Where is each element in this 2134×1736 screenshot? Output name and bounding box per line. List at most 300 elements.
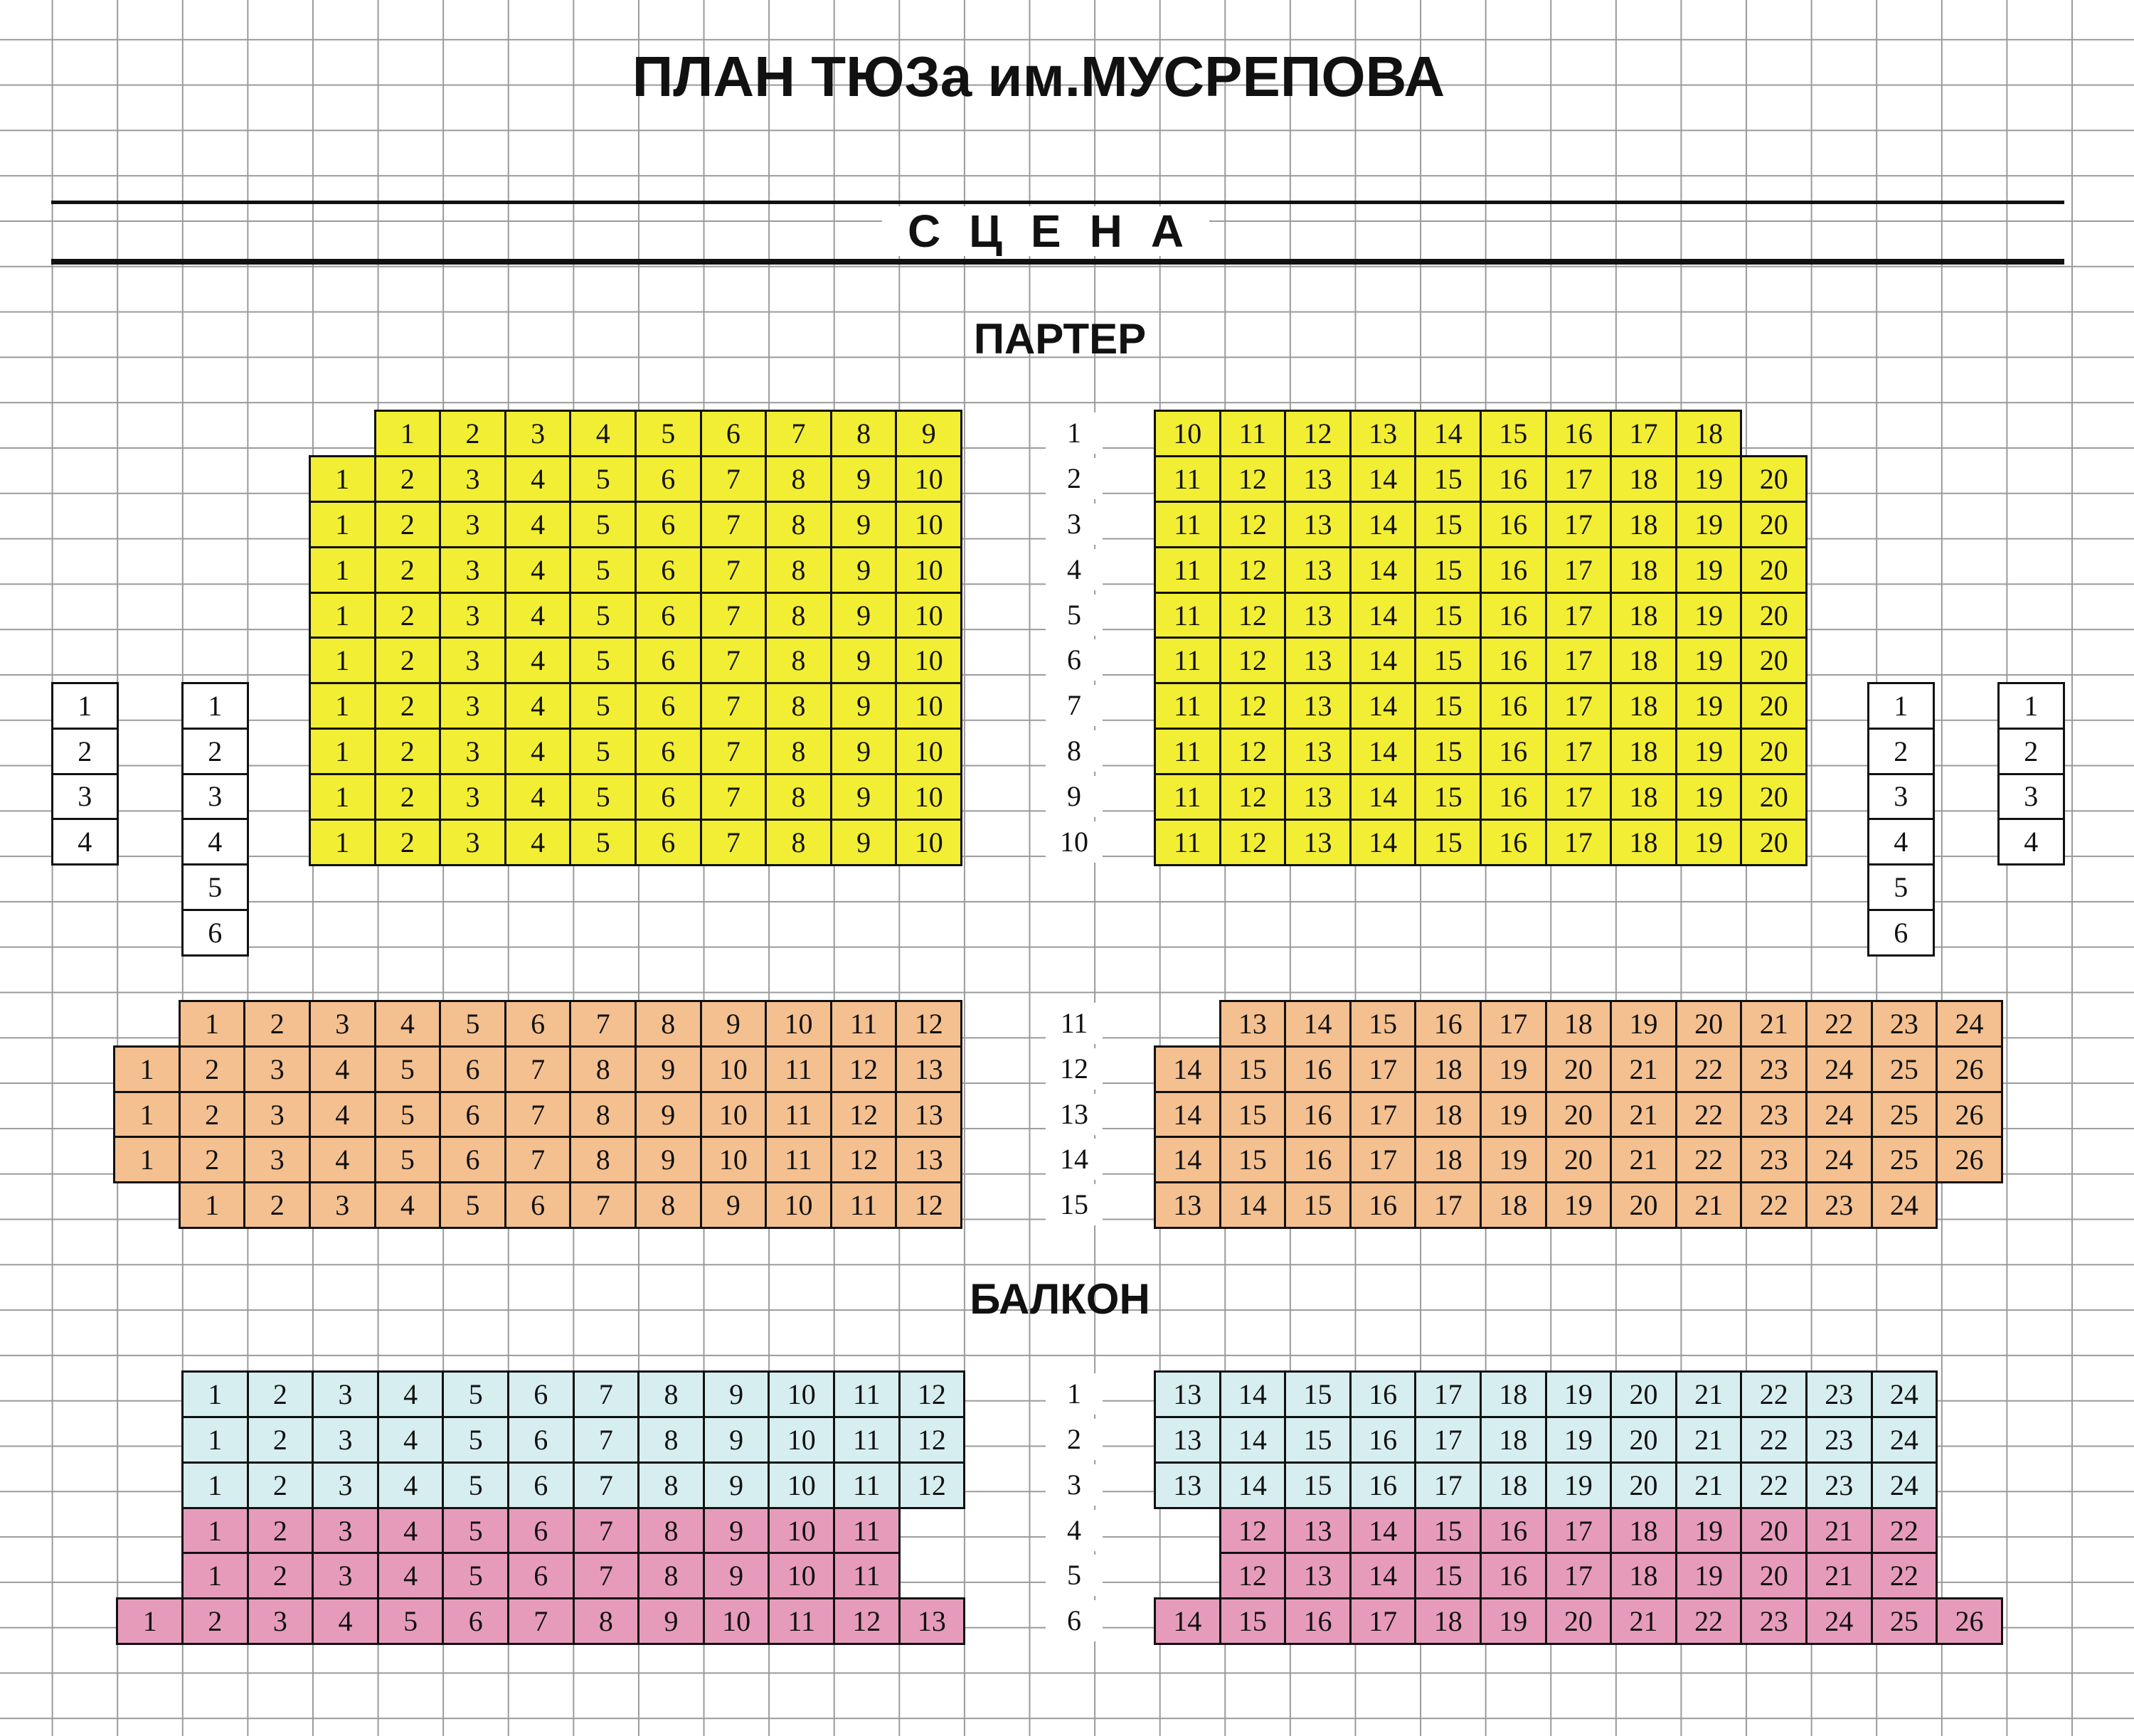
seat-parter-r2-3[interactable]: 3 <box>439 455 506 503</box>
seat-parter-r6-17[interactable]: 17 <box>1545 637 1613 684</box>
seat-parter-r13-16[interactable]: 16 <box>1284 1091 1352 1139</box>
seat-parter-r3-15[interactable]: 15 <box>1414 501 1482 548</box>
seat-parter-r3-6[interactable]: 6 <box>635 501 702 548</box>
seat-parter-r11-4[interactable]: 4 <box>374 1000 442 1048</box>
seat-balcony-r2-18[interactable]: 18 <box>1480 1416 1547 1464</box>
seat-parter-r1-8[interactable]: 8 <box>830 410 898 457</box>
seat-parter-r8-17[interactable]: 17 <box>1545 728 1613 775</box>
seat-parter-r12-2[interactable]: 2 <box>179 1045 246 1093</box>
seat-balcony-r6-8[interactable]: 8 <box>573 1597 640 1645</box>
seat-parter-r15-7[interactable]: 7 <box>569 1181 637 1229</box>
seat-parter-r6-8[interactable]: 8 <box>765 637 832 684</box>
seat-parter-r7-19[interactable]: 19 <box>1675 682 1743 730</box>
seat-parter-r7-10[interactable]: 10 <box>895 682 962 730</box>
seat-balcony-r4-1[interactable]: 1 <box>181 1507 249 1555</box>
seat-parter-r8-18[interactable]: 18 <box>1610 728 1677 775</box>
seat-balcony-r4-17[interactable]: 17 <box>1545 1507 1613 1555</box>
seat-parter-r14-3[interactable]: 3 <box>243 1136 311 1183</box>
seat-parter-r1-9[interactable]: 9 <box>895 410 962 457</box>
seat-parter-r10-12[interactable]: 12 <box>1219 819 1287 866</box>
seat-parter-r6-7[interactable]: 7 <box>700 637 768 684</box>
seat-balcony-r6-4[interactable]: 4 <box>312 1597 379 1645</box>
seat-parter-r3-5[interactable]: 5 <box>569 501 637 548</box>
seat-parter-r12-5[interactable]: 5 <box>374 1045 442 1093</box>
seat-parter-r2-12[interactable]: 12 <box>1219 455 1287 503</box>
seat-parter-r6-12[interactable]: 12 <box>1219 637 1287 684</box>
box-seat-right-inner-3[interactable]: 3 <box>1867 773 1935 821</box>
seat-parter-r14-8[interactable]: 8 <box>569 1136 637 1183</box>
seat-parter-r14-24[interactable]: 24 <box>1805 1136 1873 1183</box>
seat-balcony-r4-13[interactable]: 13 <box>1284 1507 1352 1555</box>
box-seat-left-outer-3[interactable]: 3 <box>51 773 119 821</box>
seat-parter-r14-11[interactable]: 11 <box>765 1136 832 1183</box>
box-seat-left-inner-3[interactable]: 3 <box>181 773 249 821</box>
seat-parter-r10-6[interactable]: 6 <box>635 819 702 866</box>
box-seat-left-inner-2[interactable]: 2 <box>181 728 249 775</box>
seat-parter-r5-14[interactable]: 14 <box>1349 592 1417 639</box>
seat-balcony-r2-16[interactable]: 16 <box>1349 1416 1417 1464</box>
seat-parter-r4-12[interactable]: 12 <box>1219 546 1287 594</box>
seat-balcony-r2-4[interactable]: 4 <box>377 1416 445 1464</box>
box-seat-left-outer-4[interactable]: 4 <box>51 818 119 866</box>
seat-parter-r15-8[interactable]: 8 <box>635 1181 702 1229</box>
seat-parter-r1-5[interactable]: 5 <box>635 410 702 457</box>
seat-balcony-r4-8[interactable]: 8 <box>637 1507 705 1555</box>
seat-parter-r12-19[interactable]: 19 <box>1480 1045 1547 1093</box>
seat-parter-r11-5[interactable]: 5 <box>439 1000 506 1048</box>
box-seat-left-inner-1[interactable]: 1 <box>181 682 249 730</box>
seat-balcony-r6-16[interactable]: 16 <box>1284 1597 1352 1645</box>
seat-parter-r9-5[interactable]: 5 <box>569 773 637 821</box>
seat-parter-r1-7[interactable]: 7 <box>765 410 832 457</box>
seat-parter-r8-8[interactable]: 8 <box>765 728 832 775</box>
seat-balcony-r4-9[interactable]: 9 <box>703 1507 770 1555</box>
box-seat-right-inner-5[interactable]: 5 <box>1867 863 1935 911</box>
seat-parter-r6-5[interactable]: 5 <box>569 637 637 684</box>
seat-parter-r5-15[interactable]: 15 <box>1414 592 1482 639</box>
seat-parter-r6-18[interactable]: 18 <box>1610 637 1677 684</box>
seat-parter-r9-7[interactable]: 7 <box>700 773 768 821</box>
seat-balcony-r4-20[interactable]: 20 <box>1740 1507 1807 1555</box>
seat-balcony-r4-4[interactable]: 4 <box>377 1507 445 1555</box>
seat-parter-r7-16[interactable]: 16 <box>1480 682 1547 730</box>
seat-parter-r9-12[interactable]: 12 <box>1219 773 1287 821</box>
seat-parter-r6-3[interactable]: 3 <box>439 637 506 684</box>
seat-parter-r8-11[interactable]: 11 <box>1154 728 1221 775</box>
seat-balcony-r5-13[interactable]: 13 <box>1284 1552 1352 1599</box>
seat-balcony-r2-22[interactable]: 22 <box>1740 1416 1807 1464</box>
seat-parter-r15-13[interactable]: 13 <box>1154 1181 1221 1229</box>
seat-parter-r1-12[interactable]: 12 <box>1284 410 1352 457</box>
seat-parter-r3-7[interactable]: 7 <box>700 501 768 548</box>
seat-balcony-r6-13[interactable]: 13 <box>898 1597 966 1645</box>
seat-parter-r9-15[interactable]: 15 <box>1414 773 1482 821</box>
seat-balcony-r3-16[interactable]: 16 <box>1349 1461 1417 1509</box>
seat-parter-r5-2[interactable]: 2 <box>374 592 442 639</box>
seat-parter-r10-5[interactable]: 5 <box>569 819 637 866</box>
seat-parter-r13-5[interactable]: 5 <box>374 1091 442 1139</box>
seat-parter-r3-13[interactable]: 13 <box>1284 501 1352 548</box>
seat-parter-r8-7[interactable]: 7 <box>700 728 768 775</box>
seat-parter-r11-20[interactable]: 20 <box>1675 1000 1743 1048</box>
seat-parter-r14-25[interactable]: 25 <box>1871 1136 1938 1183</box>
seat-balcony-r6-26[interactable]: 26 <box>1936 1597 2003 1645</box>
seat-balcony-r3-20[interactable]: 20 <box>1610 1461 1677 1509</box>
seat-parter-r1-13[interactable]: 13 <box>1349 410 1417 457</box>
seat-parter-r7-4[interactable]: 4 <box>504 682 572 730</box>
seat-parter-r12-8[interactable]: 8 <box>569 1045 637 1093</box>
seat-parter-r9-18[interactable]: 18 <box>1610 773 1677 821</box>
seat-parter-r5-16[interactable]: 16 <box>1480 592 1547 639</box>
seat-parter-r1-18[interactable]: 18 <box>1675 410 1743 457</box>
seat-balcony-r5-6[interactable]: 6 <box>507 1552 575 1599</box>
seat-balcony-r1-6[interactable]: 6 <box>507 1370 575 1418</box>
seat-parter-r11-23[interactable]: 23 <box>1871 1000 1938 1048</box>
seat-balcony-r6-6[interactable]: 6 <box>442 1597 509 1645</box>
seat-parter-r4-15[interactable]: 15 <box>1414 546 1482 594</box>
seat-parter-r12-7[interactable]: 7 <box>504 1045 572 1093</box>
box-seat-right-inner-1[interactable]: 1 <box>1867 682 1935 730</box>
seat-parter-r10-15[interactable]: 15 <box>1414 819 1482 866</box>
seat-balcony-r1-1[interactable]: 1 <box>181 1370 249 1418</box>
seat-parter-r15-5[interactable]: 5 <box>439 1181 506 1229</box>
seat-balcony-r1-19[interactable]: 19 <box>1545 1370 1613 1418</box>
seat-balcony-r5-11[interactable]: 11 <box>833 1552 901 1599</box>
seat-balcony-r2-13[interactable]: 13 <box>1154 1416 1221 1464</box>
seat-balcony-r3-7[interactable]: 7 <box>573 1461 640 1509</box>
seat-balcony-r3-23[interactable]: 23 <box>1805 1461 1873 1509</box>
seat-parter-r9-11[interactable]: 11 <box>1154 773 1221 821</box>
seat-balcony-r2-11[interactable]: 11 <box>833 1416 901 1464</box>
seat-balcony-r5-17[interactable]: 17 <box>1545 1552 1613 1599</box>
seat-balcony-r6-24[interactable]: 24 <box>1805 1597 1873 1645</box>
seat-parter-r12-12[interactable]: 12 <box>830 1045 898 1093</box>
seat-parter-r13-6[interactable]: 6 <box>439 1091 506 1139</box>
seat-parter-r15-15[interactable]: 15 <box>1284 1181 1352 1229</box>
seat-parter-r10-7[interactable]: 7 <box>700 819 768 866</box>
seat-parter-r10-10[interactable]: 10 <box>895 819 962 866</box>
seat-parter-r5-4[interactable]: 4 <box>504 592 572 639</box>
seat-parter-r2-10[interactable]: 10 <box>895 455 962 503</box>
box-seat-right-inner-2[interactable]: 2 <box>1867 728 1935 775</box>
seat-parter-r15-24[interactable]: 24 <box>1871 1181 1938 1229</box>
seat-parter-r4-18[interactable]: 18 <box>1610 546 1677 594</box>
seat-parter-r4-16[interactable]: 16 <box>1480 546 1547 594</box>
seat-balcony-r2-14[interactable]: 14 <box>1219 1416 1287 1464</box>
seat-parter-r6-19[interactable]: 19 <box>1675 637 1743 684</box>
seat-parter-r2-7[interactable]: 7 <box>700 455 768 503</box>
seat-balcony-r4-16[interactable]: 16 <box>1480 1507 1547 1555</box>
seat-balcony-r2-21[interactable]: 21 <box>1675 1416 1743 1464</box>
seat-parter-r12-16[interactable]: 16 <box>1284 1045 1352 1093</box>
seat-balcony-r6-2[interactable]: 2 <box>181 1597 249 1645</box>
seat-balcony-r4-11[interactable]: 11 <box>833 1507 901 1555</box>
seat-parter-r15-3[interactable]: 3 <box>309 1181 376 1229</box>
seat-parter-r9-13[interactable]: 13 <box>1284 773 1352 821</box>
seat-parter-r13-18[interactable]: 18 <box>1414 1091 1482 1139</box>
seat-balcony-r2-23[interactable]: 23 <box>1805 1416 1873 1464</box>
seat-parter-r6-6[interactable]: 6 <box>635 637 702 684</box>
seat-parter-r13-17[interactable]: 17 <box>1349 1091 1417 1139</box>
seat-balcony-r5-18[interactable]: 18 <box>1610 1552 1677 1599</box>
seat-parter-r4-6[interactable]: 6 <box>635 546 702 594</box>
seat-parter-r2-13[interactable]: 13 <box>1284 455 1352 503</box>
seat-parter-r10-17[interactable]: 17 <box>1545 819 1613 866</box>
seat-parter-r13-19[interactable]: 19 <box>1480 1091 1547 1139</box>
seat-parter-r11-1[interactable]: 1 <box>179 1000 246 1048</box>
seat-parter-r4-2[interactable]: 2 <box>374 546 442 594</box>
seat-balcony-r4-22[interactable]: 22 <box>1871 1507 1938 1555</box>
seat-parter-r2-16[interactable]: 16 <box>1480 455 1547 503</box>
seat-parter-r8-9[interactable]: 9 <box>830 728 898 775</box>
seat-parter-r11-9[interactable]: 9 <box>700 1000 768 1048</box>
seat-parter-r15-10[interactable]: 10 <box>765 1181 832 1229</box>
seat-balcony-r5-3[interactable]: 3 <box>312 1552 379 1599</box>
seat-balcony-r5-14[interactable]: 14 <box>1349 1552 1417 1599</box>
seat-balcony-r1-22[interactable]: 22 <box>1740 1370 1807 1418</box>
seat-parter-r3-2[interactable]: 2 <box>374 501 442 548</box>
seat-parter-r13-23[interactable]: 23 <box>1740 1091 1807 1139</box>
seat-parter-r4-4[interactable]: 4 <box>504 546 572 594</box>
seat-parter-r3-4[interactable]: 4 <box>504 501 572 548</box>
seat-balcony-r2-3[interactable]: 3 <box>312 1416 379 1464</box>
seat-parter-r8-1[interactable]: 1 <box>309 728 376 775</box>
seat-balcony-r6-22[interactable]: 22 <box>1675 1597 1743 1645</box>
seat-balcony-r1-12[interactable]: 12 <box>898 1370 966 1418</box>
seat-balcony-r6-25[interactable]: 25 <box>1871 1597 1938 1645</box>
seat-parter-r13-11[interactable]: 11 <box>765 1091 832 1139</box>
seat-balcony-r2-20[interactable]: 20 <box>1610 1416 1677 1464</box>
seat-balcony-r4-7[interactable]: 7 <box>573 1507 640 1555</box>
seat-parter-r2-4[interactable]: 4 <box>504 455 572 503</box>
seat-parter-r14-14[interactable]: 14 <box>1154 1136 1221 1183</box>
seat-parter-r2-9[interactable]: 9 <box>830 455 898 503</box>
seat-parter-r8-15[interactable]: 15 <box>1414 728 1482 775</box>
seat-parter-r9-10[interactable]: 10 <box>895 773 962 821</box>
seat-balcony-r6-15[interactable]: 15 <box>1219 1597 1287 1645</box>
seat-balcony-r6-23[interactable]: 23 <box>1740 1597 1807 1645</box>
seat-parter-r2-2[interactable]: 2 <box>374 455 442 503</box>
box-seat-right-inner-6[interactable]: 6 <box>1867 909 1935 957</box>
seat-balcony-r6-11[interactable]: 11 <box>768 1597 835 1645</box>
seat-parter-r15-12[interactable]: 12 <box>895 1181 962 1229</box>
seat-parter-r12-21[interactable]: 21 <box>1610 1045 1677 1093</box>
seat-parter-r11-18[interactable]: 18 <box>1545 1000 1613 1048</box>
seat-parter-r10-2[interactable]: 2 <box>374 819 442 866</box>
seat-parter-r1-16[interactable]: 16 <box>1545 410 1613 457</box>
seat-balcony-r3-17[interactable]: 17 <box>1414 1461 1482 1509</box>
seat-parter-r4-13[interactable]: 13 <box>1284 546 1352 594</box>
seat-parter-r3-11[interactable]: 11 <box>1154 501 1221 548</box>
seat-balcony-r1-8[interactable]: 8 <box>637 1370 705 1418</box>
seat-parter-r11-16[interactable]: 16 <box>1414 1000 1482 1048</box>
seat-parter-r2-14[interactable]: 14 <box>1349 455 1417 503</box>
seat-parter-r4-7[interactable]: 7 <box>700 546 768 594</box>
seat-parter-r5-9[interactable]: 9 <box>830 592 898 639</box>
seat-balcony-r5-7[interactable]: 7 <box>573 1552 640 1599</box>
seat-parter-r10-14[interactable]: 14 <box>1349 819 1417 866</box>
seat-balcony-r3-18[interactable]: 18 <box>1480 1461 1547 1509</box>
seat-parter-r15-19[interactable]: 19 <box>1545 1181 1613 1229</box>
seat-parter-r9-4[interactable]: 4 <box>504 773 572 821</box>
seat-parter-r11-7[interactable]: 7 <box>569 1000 637 1048</box>
seat-parter-r8-19[interactable]: 19 <box>1675 728 1743 775</box>
seat-parter-r10-13[interactable]: 13 <box>1284 819 1352 866</box>
seat-parter-r8-14[interactable]: 14 <box>1349 728 1417 775</box>
seat-parter-r14-26[interactable]: 26 <box>1936 1136 2003 1183</box>
seat-parter-r3-12[interactable]: 12 <box>1219 501 1287 548</box>
seat-parter-r5-10[interactable]: 10 <box>895 592 962 639</box>
seat-balcony-r1-10[interactable]: 10 <box>768 1370 835 1418</box>
box-seat-left-outer-2[interactable]: 2 <box>51 728 119 775</box>
seat-parter-r12-24[interactable]: 24 <box>1805 1045 1873 1093</box>
seat-parter-r9-1[interactable]: 1 <box>309 773 376 821</box>
seat-parter-r14-23[interactable]: 23 <box>1740 1136 1807 1183</box>
seat-parter-r2-20[interactable]: 20 <box>1740 455 1807 503</box>
seat-parter-r7-12[interactable]: 12 <box>1219 682 1287 730</box>
seat-parter-r3-20[interactable]: 20 <box>1740 501 1807 548</box>
seat-parter-r12-13[interactable]: 13 <box>895 1045 962 1093</box>
seat-parter-r3-18[interactable]: 18 <box>1610 501 1677 548</box>
seat-balcony-r4-18[interactable]: 18 <box>1610 1507 1677 1555</box>
box-seat-right-outer-3[interactable]: 3 <box>1997 773 2065 821</box>
seat-parter-r5-8[interactable]: 8 <box>765 592 832 639</box>
seat-balcony-r6-19[interactable]: 19 <box>1480 1597 1547 1645</box>
seat-balcony-r1-9[interactable]: 9 <box>703 1370 770 1418</box>
seat-parter-r11-12[interactable]: 12 <box>895 1000 962 1048</box>
seat-parter-r10-8[interactable]: 8 <box>765 819 832 866</box>
seat-parter-r13-7[interactable]: 7 <box>504 1091 572 1139</box>
seat-balcony-r3-22[interactable]: 22 <box>1740 1461 1807 1509</box>
seat-parter-r13-3[interactable]: 3 <box>243 1091 311 1139</box>
seat-parter-r11-21[interactable]: 21 <box>1740 1000 1807 1048</box>
seat-parter-r11-24[interactable]: 24 <box>1936 1000 2003 1048</box>
seat-parter-r7-20[interactable]: 20 <box>1740 682 1807 730</box>
seat-balcony-r3-19[interactable]: 19 <box>1545 1461 1613 1509</box>
seat-balcony-r6-1[interactable]: 1 <box>116 1597 184 1645</box>
seat-balcony-r3-3[interactable]: 3 <box>312 1461 379 1509</box>
seat-balcony-r6-21[interactable]: 21 <box>1610 1597 1677 1645</box>
seat-parter-r14-1[interactable]: 1 <box>113 1136 181 1183</box>
seat-parter-r5-5[interactable]: 5 <box>569 592 637 639</box>
seat-balcony-r3-21[interactable]: 21 <box>1675 1461 1743 1509</box>
seat-parter-r2-17[interactable]: 17 <box>1545 455 1613 503</box>
seat-balcony-r3-24[interactable]: 24 <box>1871 1461 1938 1509</box>
seat-parter-r7-11[interactable]: 11 <box>1154 682 1221 730</box>
seat-balcony-r1-2[interactable]: 2 <box>247 1370 314 1418</box>
seat-balcony-r6-18[interactable]: 18 <box>1414 1597 1482 1645</box>
seat-balcony-r3-14[interactable]: 14 <box>1219 1461 1287 1509</box>
seat-parter-r5-20[interactable]: 20 <box>1740 592 1807 639</box>
seat-parter-r13-9[interactable]: 9 <box>635 1091 702 1139</box>
seat-parter-r14-20[interactable]: 20 <box>1545 1136 1613 1183</box>
seat-parter-r4-10[interactable]: 10 <box>895 546 962 594</box>
seat-balcony-r2-7[interactable]: 7 <box>573 1416 640 1464</box>
seat-parter-r4-5[interactable]: 5 <box>569 546 637 594</box>
seat-parter-r1-14[interactable]: 14 <box>1414 410 1482 457</box>
seat-balcony-r4-15[interactable]: 15 <box>1414 1507 1482 1555</box>
seat-parter-r10-16[interactable]: 16 <box>1480 819 1547 866</box>
seat-parter-r2-15[interactable]: 15 <box>1414 455 1482 503</box>
seat-parter-r7-18[interactable]: 18 <box>1610 682 1677 730</box>
seat-parter-r14-21[interactable]: 21 <box>1610 1136 1677 1183</box>
seat-parter-r13-25[interactable]: 25 <box>1871 1091 1938 1139</box>
seat-balcony-r2-15[interactable]: 15 <box>1284 1416 1352 1464</box>
seat-parter-r2-6[interactable]: 6 <box>635 455 702 503</box>
seat-parter-r6-11[interactable]: 11 <box>1154 637 1221 684</box>
seat-balcony-r1-13[interactable]: 13 <box>1154 1370 1221 1418</box>
seat-balcony-r3-6[interactable]: 6 <box>507 1461 575 1509</box>
seat-balcony-r4-2[interactable]: 2 <box>247 1507 314 1555</box>
seat-parter-r4-11[interactable]: 11 <box>1154 546 1221 594</box>
seat-balcony-r3-2[interactable]: 2 <box>247 1461 314 1509</box>
seat-balcony-r3-11[interactable]: 11 <box>833 1461 901 1509</box>
seat-parter-r8-12[interactable]: 12 <box>1219 728 1287 775</box>
seat-balcony-r1-11[interactable]: 11 <box>833 1370 901 1418</box>
seat-balcony-r3-1[interactable]: 1 <box>181 1461 249 1509</box>
seat-parter-r10-18[interactable]: 18 <box>1610 819 1677 866</box>
seat-parter-r1-2[interactable]: 2 <box>439 410 506 457</box>
seat-parter-r12-15[interactable]: 15 <box>1219 1045 1287 1093</box>
seat-parter-r5-3[interactable]: 3 <box>439 592 506 639</box>
seat-balcony-r3-13[interactable]: 13 <box>1154 1461 1221 1509</box>
seat-balcony-r3-10[interactable]: 10 <box>768 1461 835 1509</box>
seat-parter-r12-18[interactable]: 18 <box>1414 1045 1482 1093</box>
seat-balcony-r4-10[interactable]: 10 <box>768 1507 835 1555</box>
seat-parter-r10-3[interactable]: 3 <box>439 819 506 866</box>
seat-parter-r14-19[interactable]: 19 <box>1480 1136 1547 1183</box>
seat-balcony-r6-5[interactable]: 5 <box>377 1597 445 1645</box>
seat-parter-r1-6[interactable]: 6 <box>700 410 768 457</box>
seat-parter-r5-12[interactable]: 12 <box>1219 592 1287 639</box>
seat-parter-r4-3[interactable]: 3 <box>439 546 506 594</box>
seat-balcony-r3-15[interactable]: 15 <box>1284 1461 1352 1509</box>
seat-parter-r1-15[interactable]: 15 <box>1480 410 1547 457</box>
seat-parter-r3-1[interactable]: 1 <box>309 501 376 548</box>
seat-parter-r6-16[interactable]: 16 <box>1480 637 1547 684</box>
seat-balcony-r4-6[interactable]: 6 <box>507 1507 575 1555</box>
seat-parter-r4-9[interactable]: 9 <box>830 546 898 594</box>
seat-parter-r11-11[interactable]: 11 <box>830 1000 898 1048</box>
seat-parter-r12-20[interactable]: 20 <box>1545 1045 1613 1093</box>
seat-parter-r10-11[interactable]: 11 <box>1154 819 1221 866</box>
seat-parter-r4-20[interactable]: 20 <box>1740 546 1807 594</box>
seat-parter-r4-1[interactable]: 1 <box>309 546 376 594</box>
seat-parter-r7-8[interactable]: 8 <box>765 682 832 730</box>
seat-balcony-r3-4[interactable]: 4 <box>377 1461 445 1509</box>
seat-balcony-r4-19[interactable]: 19 <box>1675 1507 1743 1555</box>
seat-balcony-r2-24[interactable]: 24 <box>1871 1416 1938 1464</box>
seat-balcony-r5-16[interactable]: 16 <box>1480 1552 1547 1599</box>
seat-parter-r14-2[interactable]: 2 <box>179 1136 246 1183</box>
seat-parter-r12-22[interactable]: 22 <box>1675 1045 1743 1093</box>
seat-balcony-r5-9[interactable]: 9 <box>703 1552 770 1599</box>
seat-parter-r14-15[interactable]: 15 <box>1219 1136 1287 1183</box>
seat-parter-r8-16[interactable]: 16 <box>1480 728 1547 775</box>
seat-parter-r10-4[interactable]: 4 <box>504 819 572 866</box>
seat-parter-r4-19[interactable]: 19 <box>1675 546 1743 594</box>
seat-balcony-r1-7[interactable]: 7 <box>573 1370 640 1418</box>
seat-parter-r3-8[interactable]: 8 <box>765 501 832 548</box>
seat-parter-r9-8[interactable]: 8 <box>765 773 832 821</box>
box-seat-left-outer-1[interactable]: 1 <box>51 682 119 730</box>
seat-balcony-r5-2[interactable]: 2 <box>247 1552 314 1599</box>
seat-parter-r8-2[interactable]: 2 <box>374 728 442 775</box>
seat-parter-r8-3[interactable]: 3 <box>439 728 506 775</box>
seat-balcony-r5-1[interactable]: 1 <box>181 1552 249 1599</box>
seat-parter-r9-6[interactable]: 6 <box>635 773 702 821</box>
seat-parter-r14-10[interactable]: 10 <box>700 1136 768 1183</box>
